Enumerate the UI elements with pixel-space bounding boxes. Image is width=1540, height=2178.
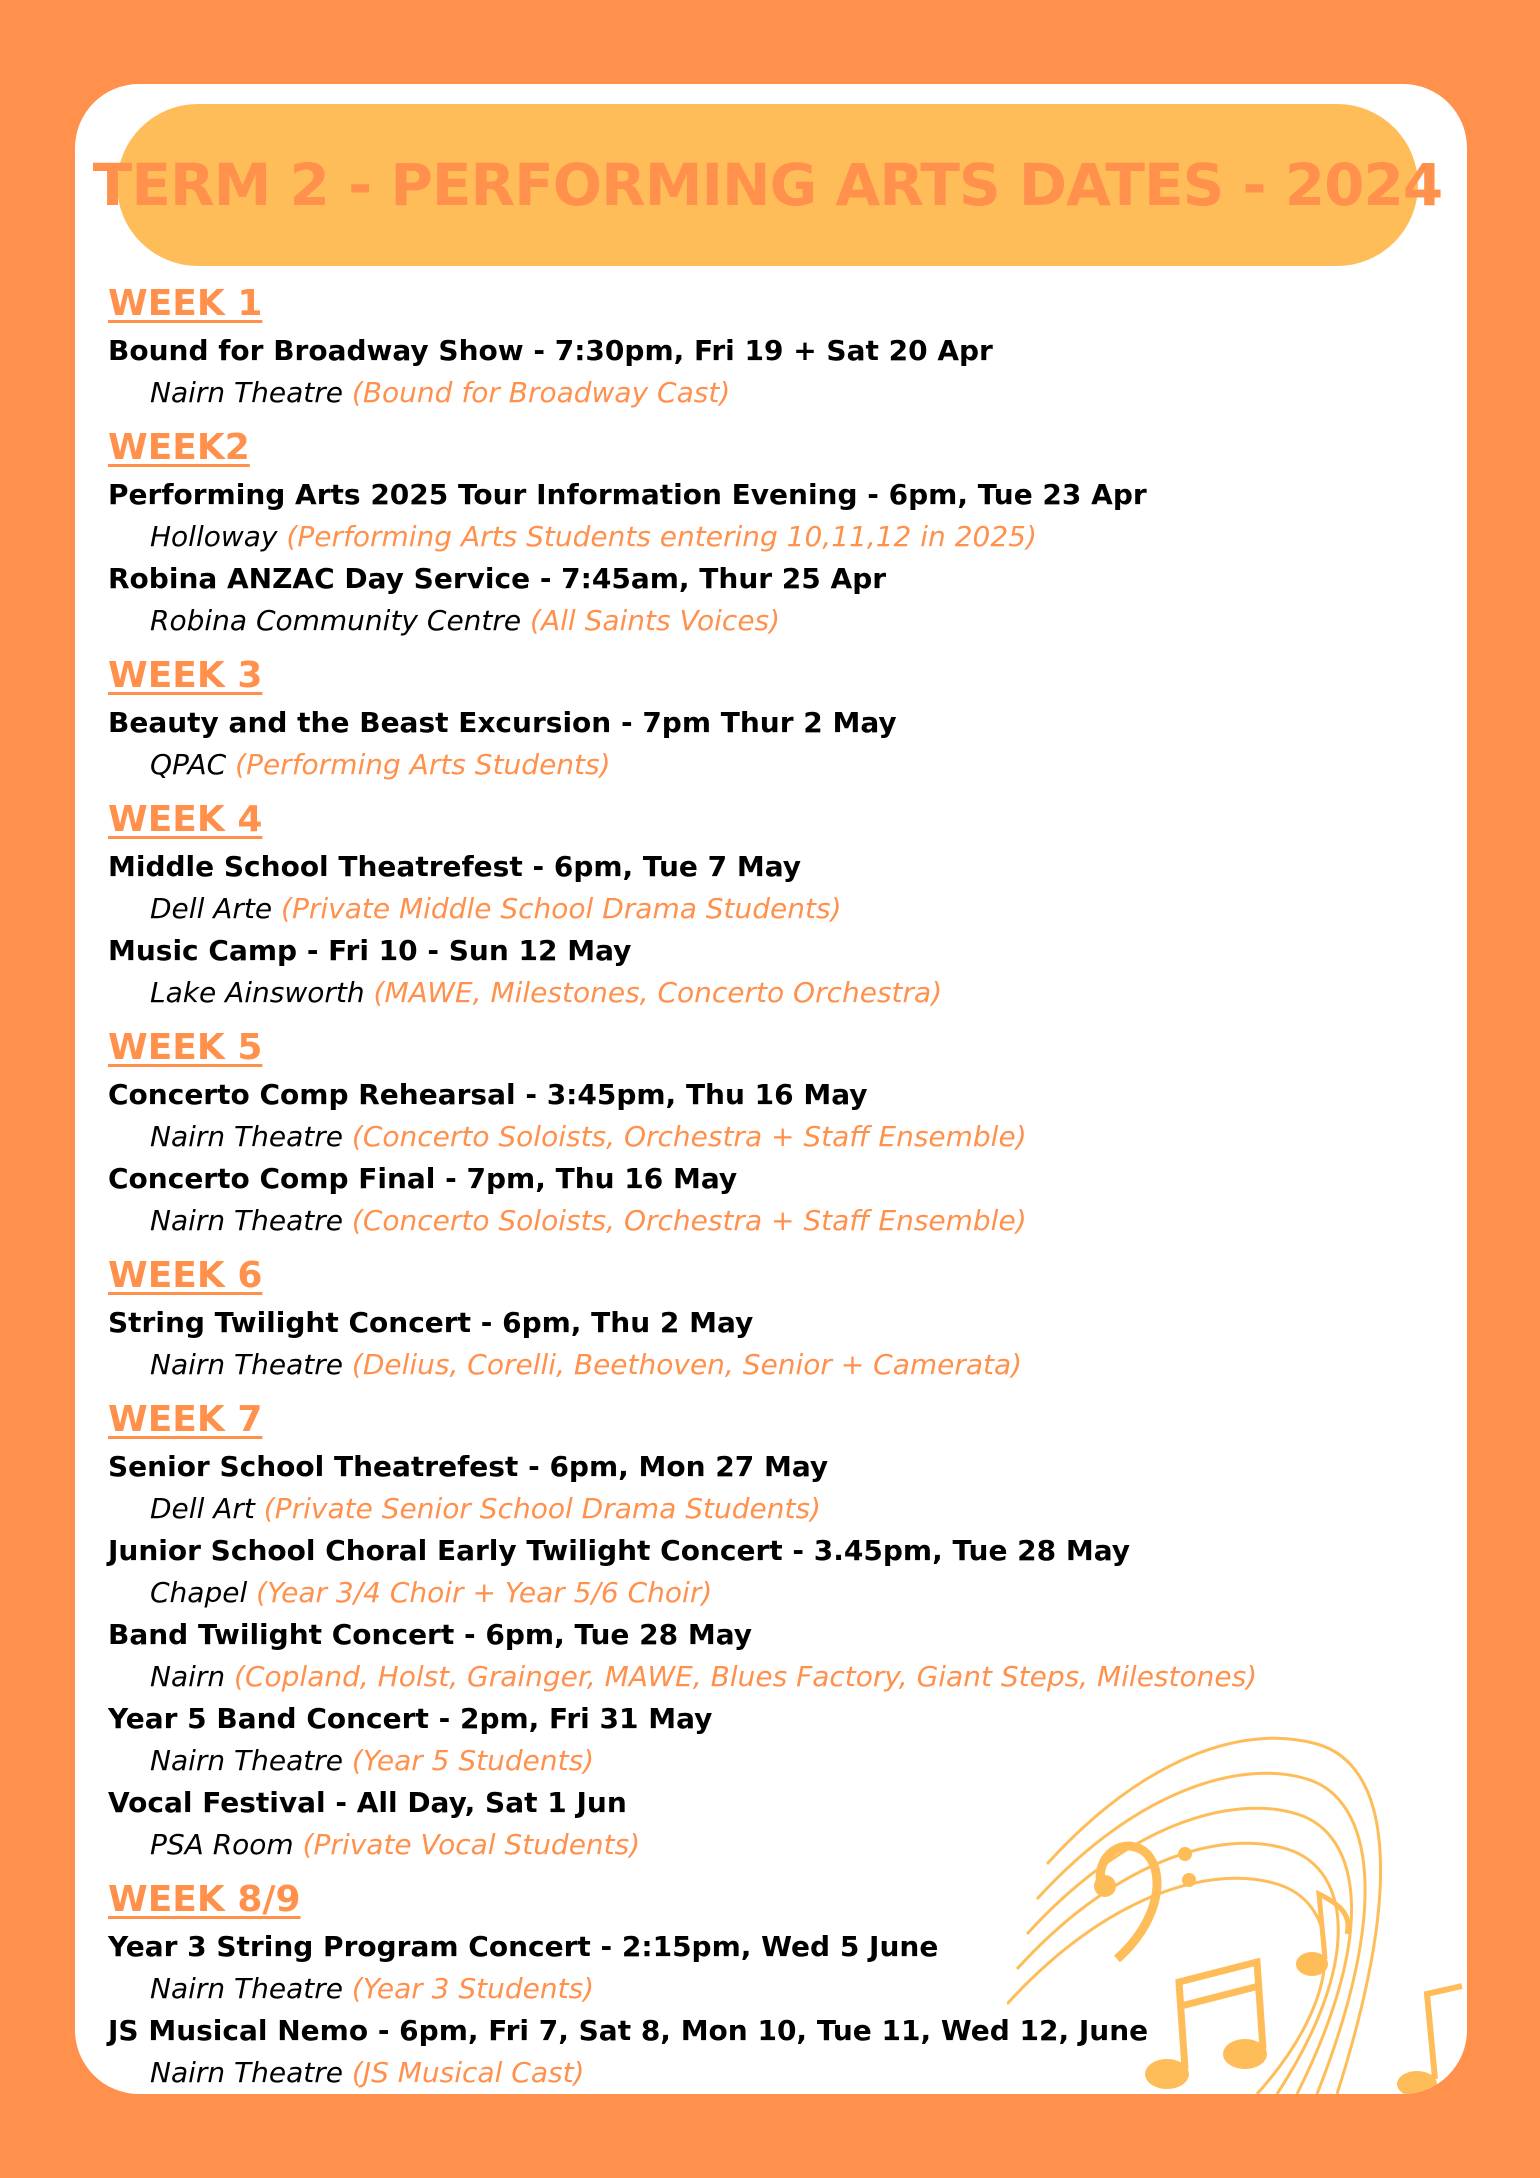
event-venue: PSA Room <box>150 1828 294 1861</box>
event-detail <box>108 1116 1447 1158</box>
week-heading: WEEK2 <box>108 427 250 468</box>
event-title: Year 5 Band Concert - 2pm, Fri 31 May <box>108 1702 713 1735</box>
page-title: TERM 2 - PERFORMING ARTS DATES - 2024 <box>92 151 1443 219</box>
event-venue: Nairn Theatre <box>150 1348 343 1381</box>
event-participants: (Private Vocal Students) <box>302 1828 641 1861</box>
event-venue: Holloway <box>150 520 278 553</box>
event-venue: Nairn Theatre <box>150 2056 343 2089</box>
event-title: Beauty and the Beast Excursion - 7pm Thur 2 May <box>108 706 897 739</box>
event-title: Bound for Broadway Show - 7:30pm, Fri 19 + Sat 20 Apr <box>108 334 993 367</box>
event-venue: Nairn Theatre <box>150 1972 343 2005</box>
event-title: Middle School Theatrefest - 6pm, Tue 7 May <box>108 850 801 883</box>
event-detail <box>108 1572 1447 1614</box>
event-participants: (Delius, Corelli, Beethoven, Senior + Camerata) <box>351 1348 1023 1381</box>
event-participants: (Private Middle School Drama Students) <box>281 892 842 925</box>
week-heading: WEEK 5 <box>108 1027 263 1068</box>
week-heading: WEEK 7 <box>108 1399 263 1440</box>
event-venue: Dell Arte <box>150 892 273 925</box>
event-title: Concerto Comp Final - 7pm, Thu 16 May <box>108 1162 738 1195</box>
event-title: Senior School Theatrefest - 6pm, Mon 27 May <box>108 1450 829 1483</box>
event-title: JS Musical Nemo - 6pm, Fri 7, Sat 8, Mon 10, Tue 11, Wed 12, June <box>108 2014 1149 2047</box>
single-note-icon <box>1296 1894 1348 1976</box>
event-detail <box>108 600 1447 642</box>
eighth-notes-icon <box>1145 1962 1267 2089</box>
event-participants: (MAWE, Milestones, Concerto Orchestra) <box>373 976 943 1009</box>
event-participants: (Performing Arts Students) <box>235 748 611 781</box>
event-participants: (Copland, Holst, Grainger, MAWE, Blues Factory, Giant Steps, Milestones) <box>234 1660 1258 1693</box>
event-venue: Lake Ainsworth <box>150 976 365 1009</box>
event-title: String Twilight Concert - 6pm, Thu 2 May <box>108 1306 754 1339</box>
event-detail <box>108 744 1447 786</box>
event-participants: (Year 3 Students) <box>351 1972 595 2005</box>
event-detail <box>108 888 1447 930</box>
bass-clef-icon <box>1094 1846 1196 1959</box>
music-staff-decoration <box>1007 1614 1467 2094</box>
event-venue: Nairn Theatre <box>150 1204 343 1237</box>
event-detail <box>108 1344 1447 1386</box>
event-venue: QPAC <box>150 748 227 781</box>
week-heading: WEEK 3 <box>108 655 263 696</box>
event-detail <box>108 516 1447 558</box>
event-participants: (Private Senior School Drama Students) <box>263 1492 821 1525</box>
event-participants: (Year 3/4 Choir + Year 5/6 Choir) <box>256 1576 713 1609</box>
event-participants: (All Saints Voices) <box>530 604 781 637</box>
event-participants: (Concerto Soloists, Orchestra + Staff Ensemble) <box>351 1120 1027 1153</box>
event-title: Robina ANZAC Day Service - 7:45am, Thur 25 Apr <box>108 562 887 595</box>
event-title: Band Twilight Concert - 6pm, Tue 28 May <box>108 1618 753 1651</box>
event-venue: Nairn Theatre <box>150 376 343 409</box>
event-title: Music Camp - Fri 10 - Sun 12 May <box>108 934 632 967</box>
event-title: Vocal Festival - All Day, Sat 1 Jun <box>108 1786 627 1819</box>
event-detail <box>108 972 1447 1014</box>
event-detail <box>108 372 1447 414</box>
event-detail <box>108 1488 1447 1530</box>
event-venue: Chapel <box>150 1576 248 1609</box>
week-heading: WEEK 8/9 <box>108 1879 301 1920</box>
week-heading: WEEK 6 <box>108 1255 263 1296</box>
event-participants: (Concerto Soloists, Orchestra + Staff Ensemble) <box>351 1204 1027 1237</box>
event-title: Junior School Choral Early Twilight Concert - 3.45pm, Tue 28 May <box>108 1534 1131 1567</box>
event-venue: Robina Community Centre <box>150 604 522 637</box>
event-detail <box>108 1200 1447 1242</box>
event-participants: (Bound for Broadway Cast) <box>351 376 731 409</box>
content-card <box>75 84 1467 2094</box>
title-banner <box>92 104 1443 266</box>
music-staff-lines <box>1007 1738 1381 2094</box>
event-title: Year 3 String Program Concert - 2:15pm, Wed 5 June <box>108 1930 939 1963</box>
event-participants: (Year 5 Students) <box>351 1744 595 1777</box>
event-venue: Nairn Theatre <box>150 1744 343 1777</box>
event-title: Performing Arts 2025 Tour Information Evening - 6pm, Tue 23 Apr <box>108 478 1147 511</box>
corner-note-icon <box>1397 1986 1462 2094</box>
week-heading: WEEK 4 <box>108 799 263 840</box>
week-heading: WEEK 1 <box>108 283 263 324</box>
event-venue: Nairn <box>150 1660 226 1693</box>
event-venue: Dell Art <box>150 1492 255 1525</box>
event-venue: Nairn Theatre <box>150 1120 343 1153</box>
event-participants: (JS Musical Cast) <box>351 2056 585 2089</box>
event-participants: (Performing Arts Students entering 10,11,12 in 2025) <box>286 520 1037 553</box>
event-title: Concerto Comp Rehearsal - 3:45pm, Thu 16 May <box>108 1078 868 1111</box>
